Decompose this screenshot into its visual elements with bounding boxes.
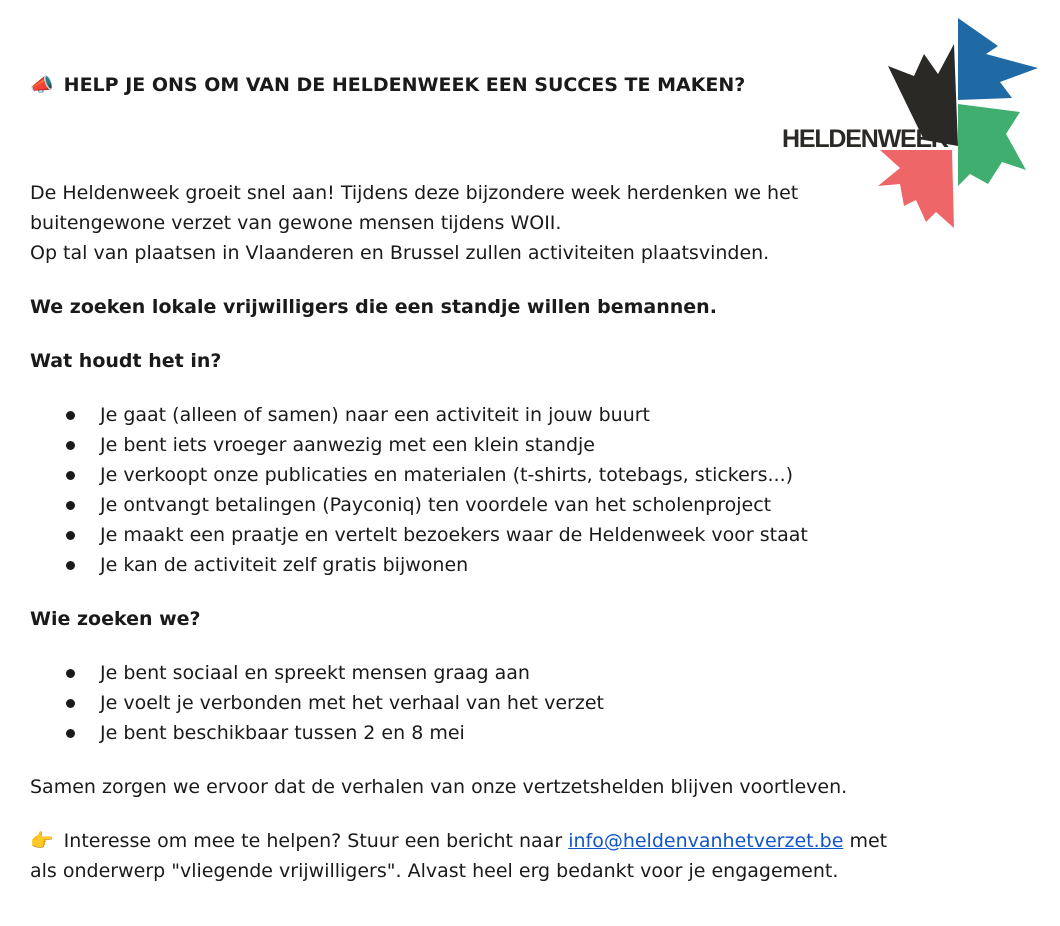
list-item: Je kan de activiteit zelf gratis bijwonen (60, 550, 808, 580)
intro-line: buitengewone verzet van gewone mensen tijdens WOII. (30, 212, 562, 234)
list-item: Je bent beschikbaar tussen 2 en 8 mei (60, 718, 604, 748)
who-heading: Wie zoeken we? (30, 608, 201, 630)
together-paragraph: Samen zorgen we ervoor dat de verhalen van onze vertzetshelden blijven voortleven. (30, 776, 848, 798)
contact-text: Interesse om mee te helpen? Stuur een bericht naar (63, 830, 563, 852)
contact-line-2: als onderwerp "vliegende vrijwilligers". Alvast heel erg bedankt voor je engagement. (30, 860, 839, 882)
contact-line (30, 826, 930, 856)
contact-paragraph (30, 826, 930, 886)
list-item: Je maakt een praatje en vertelt bezoekers waar de Heldenweek voor staat (60, 520, 808, 550)
who-list (60, 658, 604, 748)
list-item: Je bent iets vroeger aanwezig met een klein standje (60, 430, 808, 460)
list-item: Je bent sociaal en spreekt mensen graag aan (60, 658, 604, 688)
email-link[interactable]: info@heldenvanhetverzet.be (568, 830, 844, 852)
page-heading-text: HELP JE ONS OM VAN DE HELDENWEEK EEN SUCCES TE MAKEN? (63, 74, 746, 96)
list-item: Je ontvangt betalingen (Payconiq) ten voordele van het scholenproject (60, 490, 808, 520)
what-heading: Wat houdt het in? (30, 350, 222, 372)
contact-text-after: met (849, 830, 888, 852)
what-list (60, 400, 808, 580)
intro-line: De Heldenweek groeit snel aan! Tijdens deze bijzondere week herdenken we het (30, 182, 799, 204)
seek-statement: We zoeken lokale vrijwilligers die een standje willen bemannen. (30, 296, 717, 318)
logo-text: HELDENWEEK (782, 125, 948, 153)
list-item: Je voelt je verbonden met het verhaal van het verzet (60, 688, 604, 718)
intro-line: Op tal van plaatsen in Vlaanderen en Brussel zullen activiteiten plaatsvinden. (30, 242, 770, 264)
list-item: Je verkoopt onze publicaties en materialen (t-shirts, totebags, stickers...) (60, 460, 808, 490)
page-heading (30, 70, 745, 100)
pointing-hand-icon: 👉 (30, 830, 54, 852)
list-item: Je gaat (alleen of samen) naar een activiteit in jouw buurt (60, 400, 808, 430)
intro-paragraph (30, 178, 850, 268)
megaphone-icon: 📣 (30, 74, 54, 96)
